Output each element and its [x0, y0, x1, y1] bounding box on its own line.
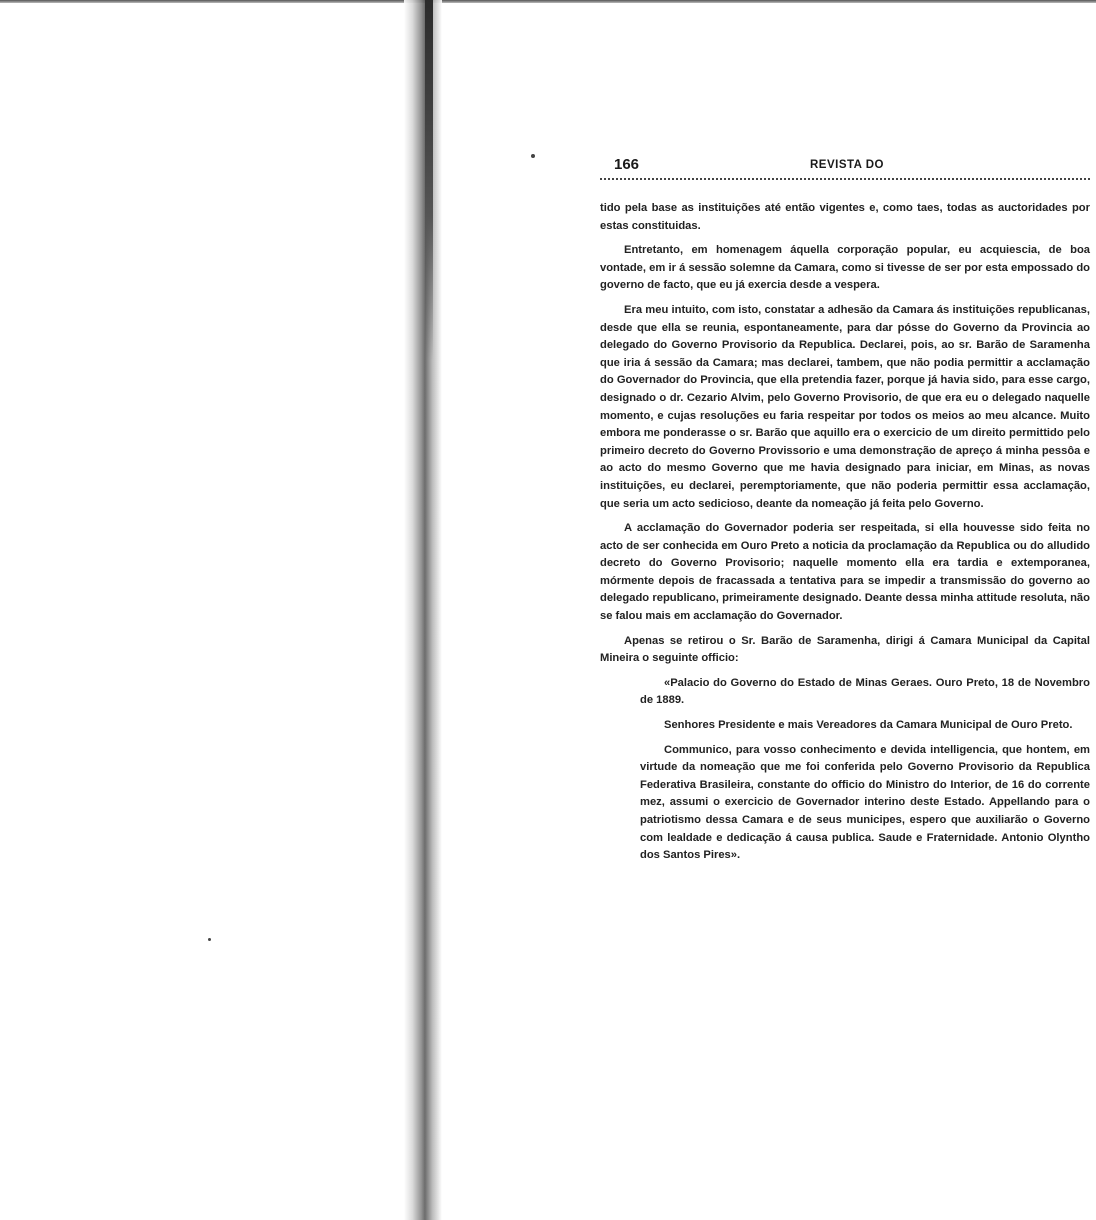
book-page — [600, 152, 1090, 872]
running-head — [600, 152, 1090, 180]
body-text — [600, 200, 1090, 865]
paragraph: A acclamação do Governador poderia ser respeitada, si ella houvesse sido feita no acto de ser conhecida em Ouro Preto a noticia da proclamação da Republica ou do alludido decreto do Governo Provisorio; naquelle momento ella era tardia e extemporanea, mórmente depois de fracassada a tentativa para se impedir a transmissão do governo ao delegado republicano, primeiramente designado. Deante dessa minha attitude resoluta, não se falou mais em acclamação do Governador. — [600, 522, 1090, 623]
quoted-letter-paragraph: Communico, para vosso conhecimento e devida intelligencia, que hontem, em virtude da nomeação que me foi conferida pelo Governo Provisorio da Republica Federativa Brasileira, constante do officio do Ministro do Interior, de 16 do corrente mez, assumi o exercicio de Governador interino deste Estado. Appellando para o patriotismo dessa Camara e de seus municipes, espero que auxiliarão o Governo com lealdade e dedicação á causa publica. Saude e Fraternidade. Antonio Olyntho dos Santos Pires». — [640, 743, 1090, 862]
page-number: 166 — [614, 156, 640, 173]
book-spine-shadow — [404, 0, 442, 1220]
paper-speck — [531, 154, 535, 158]
book-spine-crease — [425, 0, 433, 360]
paragraph: Entretanto, em homenagem áquella corporação popular, eu acquiescia, de boa vontade, em ir á sessão solemne da Camara, como si tivesse de ser por esta empossado do governo de facto, que eu já exercia desde a vespera. — [600, 244, 1090, 292]
paragraph: tido pela base as instituições até então vigentes e, como taes, todas as auctoridades por estas constituidas. — [600, 202, 1090, 232]
quoted-letter-paragraph: Senhores Presidente e mais Vereadores da Camara Municipal de Ouro Preto. — [664, 719, 1073, 732]
paragraph: Era meu intuito, com isto, constatar a adhesão da Camara ás instituições republicanas, desde que ella se reunia, espontaneamente, para dar pósse do Governo da Provincia ao delegado do Governo Provisorio da Republica. Declarei, pois, ao sr. Barão de Saramenha que iria á sessão da Camara; mas declarei, tambem, que não podia permittir a acclamação do Governador do Provincia, que ella pretendia fazer, porque já havia sido, para esse cargo, designado o dr. Cezario Alvim, pelo Governo Provisorio, de que era eu o delegado naquelle momento, e cujas resoluções eu faria respeitar por todos os meios ao meu alcance. Muito embora me ponderasse o sr. Barão que aquillo era o exercicio de um direito permittido pelo primeiro decreto do Governo Provissorio e uma demonstração de apreço á minha pessôa e ao acto do mesmo Governo que me havia designado para iniciar, em Minas, as novas instituições, eu declarei, peremptoriamente, que não poderia permittir essa acclamação, que seria um acto sedicioso, deante da nomeação já feita pelo Governo. — [600, 303, 1090, 510]
quoted-letter-paragraph: «Palacio do Governo do Estado de Minas Geraes. Ouro Preto, 18 de Novembro de 1889. — [640, 676, 1090, 707]
journal-title: REVISTA DO — [810, 159, 885, 171]
paper-speck — [208, 938, 211, 941]
paragraph: Apenas se retirou o Sr. Barão de Saramenha, dirigi á Camara Municipal da Capital Mineira o seguinte officio: — [600, 634, 1090, 665]
top-edge-rule — [0, 0, 1096, 3]
